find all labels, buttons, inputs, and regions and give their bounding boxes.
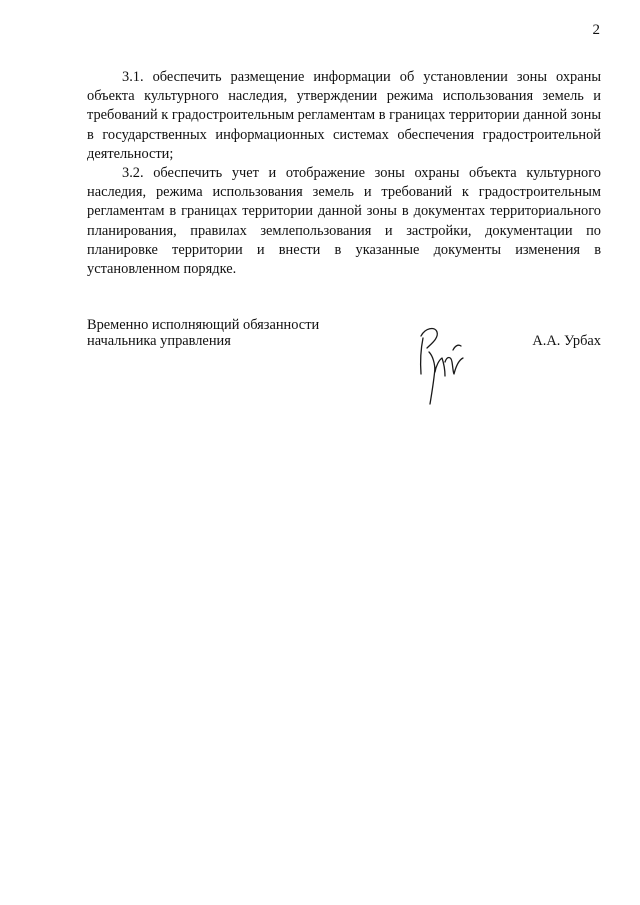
signer-title-line-2: начальника управления bbox=[87, 332, 231, 349]
paragraph-3-1: 3.1. обеспечить размещение информации об установлении зоны охраны объекта культурного наследия, утверждении режима использования земель и требований к градостроительным регламентам в границах территории данной зоны в государственных информационных системах обеспечения градостроительной деятельности; bbox=[87, 69, 601, 162]
document-body bbox=[87, 68, 601, 279]
handwritten-signature-icon bbox=[409, 322, 489, 408]
signer-name: А.А. Урбах bbox=[532, 333, 601, 349]
page-number: 2 bbox=[592, 22, 600, 38]
paragraph-3-2: 3.2. обеспечить учет и отображение зоны охраны объекта культурного наследия, режима использования земель и требований к градостроительным регламентам в границах территории данной зоны в документах территориального планирования, правилах землепользования и застройки, документации по планировке территории и внести в указанные документы изменения в установленном порядке. bbox=[87, 165, 601, 278]
signer-title-line-1: Временно исполняющий обязанности bbox=[87, 317, 320, 333]
signer-title bbox=[87, 318, 319, 349]
signature-block bbox=[87, 318, 607, 408]
